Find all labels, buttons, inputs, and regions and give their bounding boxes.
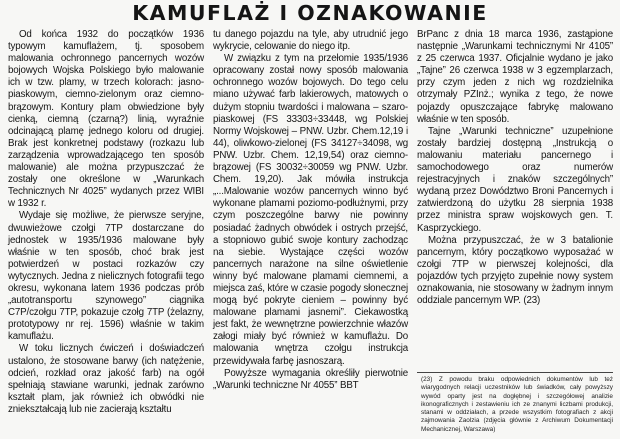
paragraph: Tajne „Warunki techniczne” uzupełnione zostały bardziej dostępną „Instrukcją o malowaniu materiału pancernego i samochodowego oraz numerów rejestracyjnych i znaków szczególnych” wydaną przez Dowództwo Broni Pancernych i zatwierdzoną do użytku 28 sierpnia 1938 przez ministra spraw wojskowych gen. T. Kasprzyckiego. xyxy=(417,125,613,234)
paragraph: Powyższe wymagania określiły pierwotnie „Warunki techniczne Nr 4055” BBT xyxy=(213,367,408,391)
article-title: KAMUFLAŻ I OZNAKOWANIE xyxy=(132,1,488,25)
text-column-1 xyxy=(8,29,204,416)
paragraph: W toku licznych ćwiczeń i doświadczeń ustalono, że stosowane barwy (ich natężenie, odcień, rozkład oraz jakość farb) na ogół spełniają stawiane warunki, jednak zarówno kształt plam, jak również ich obwódki nie zniekształcają lub nie zacierają kształtu xyxy=(8,343,204,415)
text-column-3 xyxy=(417,29,613,369)
paragraph: Można przypuszczać, że w 3 batalionie pancernym, który początkowo wyposażać w czołgi 7TP w pierwszej kolejności, dla pojazdów tych przyjęto zupełnie nowy system oznakowania, nie stosowany w żadnym innym oddziale pancernym WP. (23) xyxy=(417,234,613,307)
footnote-divider xyxy=(417,372,613,373)
paragraph: W związku z tym na przełomie 1935/1936 opracowany został nowy sposób malowania ochronnego wozów bojowych. Do tego celu miano używać farb lakierowych, matowych o dużym stopniu twardości i malowana – szaro-piaskowej (FS 33303÷33448, wg Polskiej Normy Wojskowej – PNW. Uzbr. Chem.12,19 i 44), oliwkowo-zielonej (FS 34127÷34098, wg PNW. Uzbr. Chem. 12,19,54) oraz ciemno-brązowej (FS 30032÷30059 wg PNW. Uzbr. Chem. 19,20). Jak mówiła instrukcja „...Malowanie wozów pancernych winno być wykonane plamami poziomo-podłużnymi, przy czym poszczególne barwy nie powinny posiadać żadnych obwódek i ostrych przejść, a stopniowo gubić swoje kontury zachodząc na siebie. Wystające części wozów pancernych narażone na silne oświetlenie winny być malowane plamami ciemnemi, a miejsca zaś, które w czasie pogody słonecznej mogą być pokryte cieniem – powinny być malowane plamami jasnemi”. Ciekawostką jest fakt, że wewnętrzne powierzchnie włazów załogi miały być również w kamuflażu. Do malowania wnętrza czołgu instrukcja przewidywała farbę jasnoszarą. xyxy=(213,53,408,367)
paragraph: tu danego pojazdu na tyle, aby utrudnić jego wykrycie, celowanie do niego itp. xyxy=(213,29,408,53)
paragraph: Od końca 1932 do początków 1936 typowym kamuflażem, tj. sposobem malowania ochronnego pancernych wozów bojowych Wojska Polskiego było malowanie ich w tzw. plamy, w trzech kolorach: jasno-piaskowym, ciemno-zielonym oraz ciemno-brązowym. Kontury plam obwiedzione były cienką, ciemną (czarną?) linią, wyraźnie odcinającą plamę jednego koloru od drugiej. Brak jest konkretnej podstawy (rozkazu lub zarządzenia wprowadzającego ten sposób malowanie) ale można przypuszczać że zostały one określone w „Warunkach Technicznych Nr 4025” wydanych przez WIBI w 1932 r. xyxy=(8,29,204,210)
footnote: (23) Z powodu braku odpowiednich dokumentów lub też wiarygodnych relacji uczestników lub świadków, cały powyższy wywód oparty jest na dogłębnej i szczegółowej analizie ikonograficznych i zestawieniu ich ze znanymi liczbami produkcji, stanami w oddziałach, a przede wszystkim fotografiach z akcji zajmowania Zaolzia (zdjęcia głównie z Archiwum Dokumentacji Mechanicznej, Warszawa) xyxy=(421,376,613,433)
paragraph: Wydaje się możliwe, że pierwsze seryjne, dwuwieżowe czołgi 7TP dostarczane do jednostek w 1935/1936 malowane były właśnie w ten sposób, choć brak jest potwierdzeń w postaci rozkazów czy wytycznych. Jedna z nielicznych fotografii tego okresu, wykonana latem 1936 podczas prób „autotransportu szynowego” ciągnika C7P/czołgu 7TP, pokazuje czołg 7TP (żelazny, prototypowy nr rej. 1596) właśnie w takim kamuflażu. xyxy=(8,210,204,343)
paragraph: BrPanc z dnia 18 marca 1936, zastąpione następnie „Warunkami technicznymi Nr 4105” z 25 czerwca 1937. Oficjalnie wydano je jako „Tajne” 26 czerwca 1938 w 3 egzemplarzach, przy czym jeden z nich wg rozdzielnika otrzymały PZInż.; wynika z tego, że nowe pojazdy opuszczające fabrykę malowano właśnie w ten sposób. xyxy=(417,29,613,125)
text-column-2 xyxy=(213,29,408,392)
